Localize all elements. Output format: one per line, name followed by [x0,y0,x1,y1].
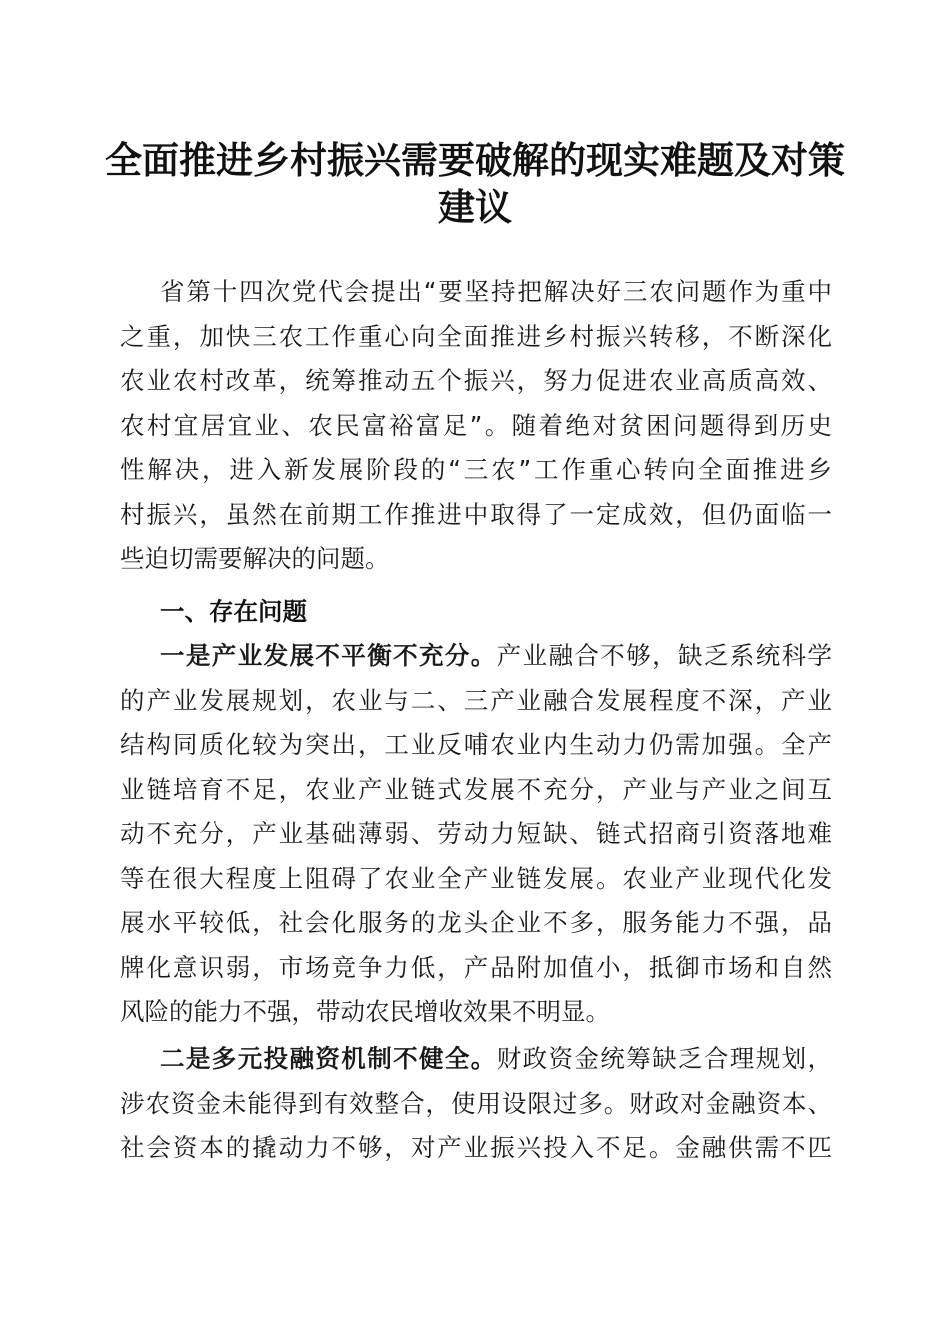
point-1-line: 牌化意识弱，市场竞争力低，产品附加值小，抵御市场和自然 [120,952,832,982]
point-1-line: 动不充分，产业基础薄弱、劳动力短缺、链式招商引资落地难 [120,819,832,848]
section-heading-problems: 一、存在问题 [160,597,307,626]
intro-paragraph [120,270,832,582]
document-title-line-1: 全面推进乡村振兴需要破解的现实难题及对策 [105,138,845,182]
point-1-line: 的产业发展规划，农业与二、三产业融合发展程度不深，产业 [120,685,832,715]
point-1-line: 业链培育不足，农业产业链式发展不充分，产业与产业之间互 [120,774,832,804]
intro-line: 农业农村改革，统筹推动五个振兴，努力促进农业高质高效、 [120,366,832,395]
point-2-paragraph [120,1037,832,1171]
point-2-line: 涉农资金未能得到有效整合，使用设限过多。财政对金融资本、 [120,1088,832,1118]
point-1-line: 结构同质化较为突出，工业反哺农业内生动力仍需加强。全产 [120,730,832,759]
document-title-line-2: 建议 [438,185,512,229]
intro-line: 性解决，进入新发展阶段的“三农”工作重心转向全面推进乡 [120,455,832,484]
point-1-line: 等在很大程度上阻碍了农业全产业链发展。农业产业现代化发 [120,863,832,893]
point-1-first-line [120,634,832,679]
intro-line: 农村宜居宜业、农民富裕富足”。随着绝对贫困问题得到历史 [120,410,832,440]
point-2-first-line-rest: 财政资金统筹缺乏合理规划， [496,1044,833,1073]
point-2-lead: 二是多元投融资机制不健全。 [160,1044,497,1073]
intro-line: 些迫切需要解决的问题。 [120,544,390,573]
intro-line: 之重，加快三农工作重心向全面推进乡村振兴转移，不断深化 [120,321,832,351]
point-1-line: 展水平较低，社会化服务的龙头企业不多，服务能力不强，品 [120,908,832,937]
point-1-paragraph [120,634,832,1035]
point-2-first-line [120,1037,832,1082]
point-1-lead: 一是产业发展不平衡不充分。 [160,641,497,670]
point-2-line: 社会资本的撬动力不够，对产业振兴投入不足。金融供需不匹 [120,1133,832,1162]
intro-line: 省第十四次党代会提出“要坚持把解决好三农问题作为重中 [160,277,832,306]
point-1-line: 风险的能力不强，带动农民增收效果不明显。 [120,997,610,1026]
point-1-first-line-rest: 产业融合不够，缺乏系统科学 [496,641,833,670]
intro-line: 村振兴，虽然在前期工作推进中取得了一定成效，但仍面临一 [120,499,832,529]
